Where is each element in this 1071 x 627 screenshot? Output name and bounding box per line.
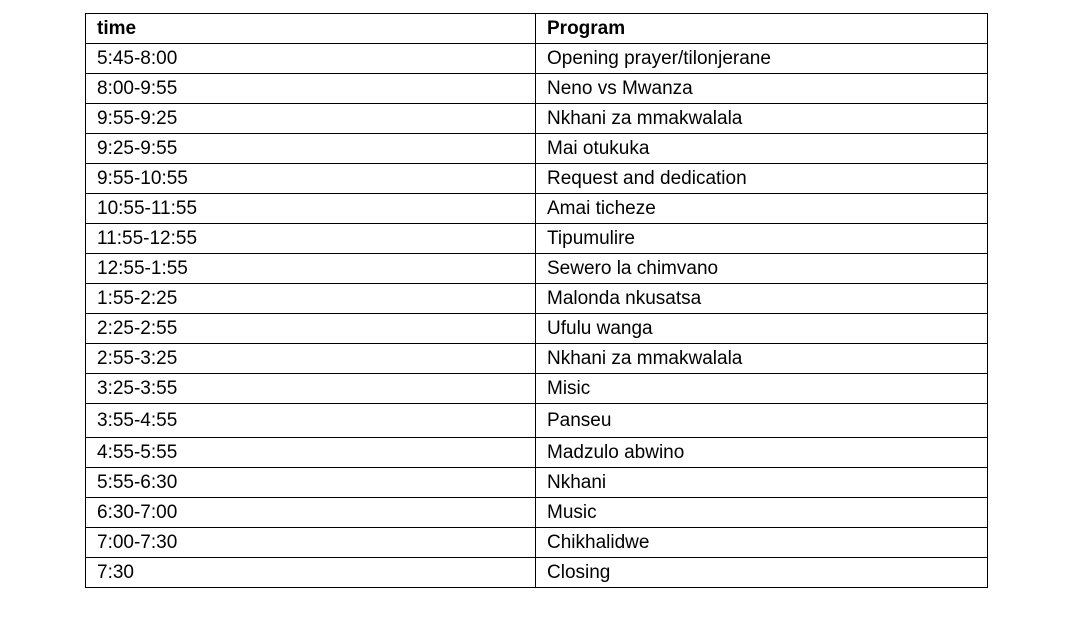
time-cell: 5:45-8:00 <box>86 44 536 74</box>
time-cell: 5:55-6:30 <box>86 468 536 498</box>
time-cell: 7:00-7:30 <box>86 528 536 558</box>
table-row <box>86 284 988 314</box>
time-cell: 6:30-7:00 <box>86 498 536 528</box>
table-row <box>86 224 988 254</box>
program-cell: Malonda nkusatsa <box>536 284 988 314</box>
table-row <box>86 164 988 194</box>
table-row <box>86 134 988 164</box>
time-cell: 2:55-3:25 <box>86 344 536 374</box>
time-cell: 12:55-1:55 <box>86 254 536 284</box>
program-cell: Nkhani za mmakwalala <box>536 104 988 134</box>
time-cell: 8:00-9:55 <box>86 74 536 104</box>
program-cell: Misic <box>536 374 988 404</box>
time-cell: 7:30 <box>86 558 536 588</box>
table-row <box>86 468 988 498</box>
table-row <box>86 314 988 344</box>
table-row <box>86 404 988 438</box>
table-row <box>86 74 988 104</box>
time-cell: 3:55-4:55 <box>86 404 536 438</box>
table-row <box>86 498 988 528</box>
program-cell: Closing <box>536 558 988 588</box>
program-cell: Opening prayer/tilonjerane <box>536 44 988 74</box>
schedule-table <box>85 13 988 588</box>
program-cell: Tipumulire <box>536 224 988 254</box>
program-cell: Sewero la chimvano <box>536 254 988 284</box>
time-cell: 4:55-5:55 <box>86 438 536 468</box>
time-cell: 11:55-12:55 <box>86 224 536 254</box>
time-cell: 9:25-9:55 <box>86 134 536 164</box>
table-row <box>86 438 988 468</box>
time-cell: 3:25-3:55 <box>86 374 536 404</box>
table-row <box>86 254 988 284</box>
time-cell: 9:55-9:25 <box>86 104 536 134</box>
time-cell: 9:55-10:55 <box>86 164 536 194</box>
program-cell: Request and dedication <box>536 164 988 194</box>
time-cell: 2:25-2:55 <box>86 314 536 344</box>
program-cell: Nkhani za mmakwalala <box>536 344 988 374</box>
table-row <box>86 44 988 74</box>
table-row <box>86 374 988 404</box>
table-row <box>86 194 988 224</box>
program-cell: Panseu <box>536 404 988 438</box>
program-cell: Neno vs Mwanza <box>536 74 988 104</box>
table-row <box>86 558 988 588</box>
header-row <box>86 14 988 44</box>
program-cell: Chikhalidwe <box>536 528 988 558</box>
program-cell: Ufulu wanga <box>536 314 988 344</box>
table-row <box>86 344 988 374</box>
program-cell: Amai ticheze <box>536 194 988 224</box>
program-cell: Mai otukuka <box>536 134 988 164</box>
time-column-header: time <box>86 14 536 44</box>
time-cell: 10:55-11:55 <box>86 194 536 224</box>
table-row <box>86 528 988 558</box>
program-cell: Nkhani <box>536 468 988 498</box>
time-cell: 1:55-2:25 <box>86 284 536 314</box>
table-row <box>86 104 988 134</box>
program-column-header: Program <box>536 14 988 44</box>
program-cell: Music <box>536 498 988 528</box>
program-cell: Madzulo abwino <box>536 438 988 468</box>
